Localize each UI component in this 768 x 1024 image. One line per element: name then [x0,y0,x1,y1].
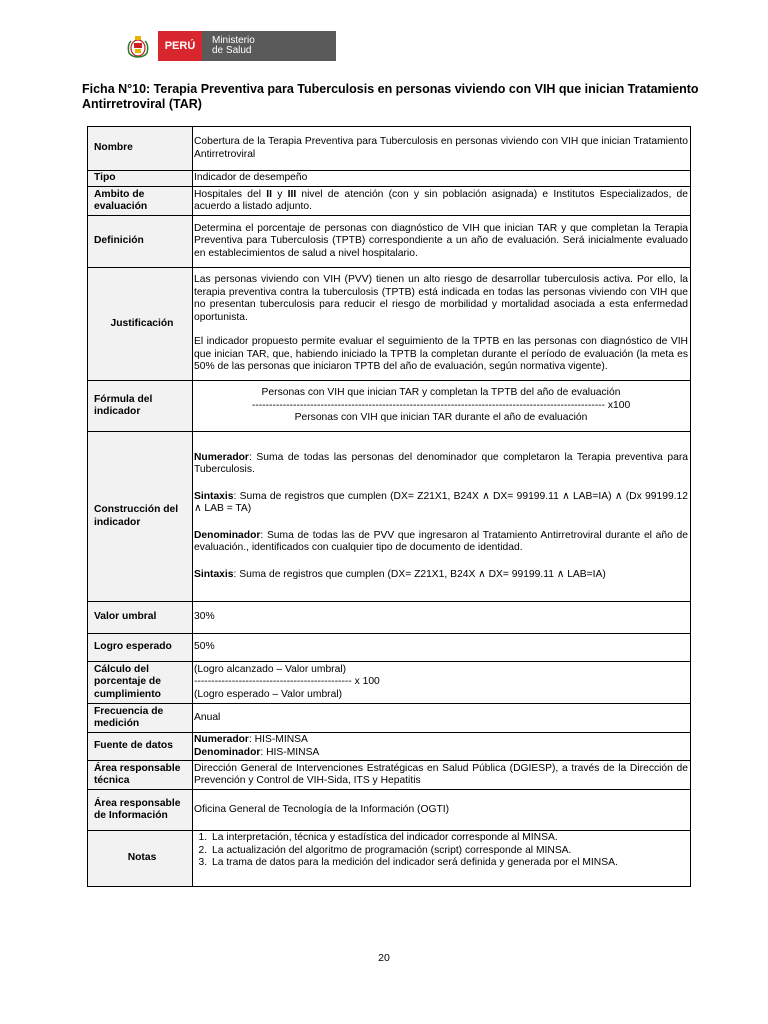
value-fuente [193,733,691,761]
construccion-numerador: Numerador: Suma de todas las personas del denominador que completaron la Terapia preventiva para Tuberculosis. [194,451,688,476]
value-tipo: Indicador de desempeño [193,171,691,187]
coat-of-arms-icon [118,31,158,61]
label-nombre: Nombre [88,127,193,171]
value-area-info: Oficina General de Tecnología de la Información (OGTI) [193,790,691,831]
row-justificacion [88,268,691,381]
row-area-info [88,790,691,831]
value-calculo [193,662,691,704]
nota-item-2: 2. La actualización del algoritmo de programación (script) corresponde al MINSA. [210,845,688,858]
construccion-sintaxis-1: Sintaxis: Suma de registros que cumplen (DX= Z21X1, B24X ∧ DX= 99199.11 ∧ LAB=IA) ∧ (Dx 99199.12 ∧ LAB = TA) [194,490,688,515]
indicator-table [87,126,691,887]
row-notas [88,831,691,887]
value-construccion [193,432,691,602]
label-area-info: Área responsable de Información [88,790,193,831]
construccion-denominador: Denominador: Suma de todas las de PVV que ingresaron al Tratamiento Antirretroviral durante el año de evaluación., identificados con cualquier tipo de documento de identidad. [194,529,688,554]
label-justificacion: Justificación [88,268,193,381]
row-fuente [88,733,691,761]
row-frecuencia [88,704,691,733]
value-formula [193,381,691,432]
label-calculo: Cálculo del porcentaje de cumplimiento [88,662,193,704]
row-ambito [88,187,691,216]
formula-numerator: Personas con VIH que inician TAR y completan la TPTB del año de evaluación [261,387,621,399]
label-umbral: Valor umbral [88,602,193,634]
value-notas [193,831,691,887]
label-notas: Notas [88,831,193,887]
value-definicion: Determina el porcentaje de personas con diagnóstico de VIH que inician TAR y que completan la Terapia Preventiva para Tuberculosis (TPTB) correspondiente a un año de evaluación. Será inicialmente evaluado en establecimientos de salud a nivel hospitalario. [193,216,691,268]
row-formula [88,381,691,432]
notas-list [194,832,688,870]
row-calculo [88,662,691,704]
value-logro: 50% [193,634,691,662]
value-nombre: Cobertura de la Terapia Preventiva para Tuberculosis en personas viviendo con VIH que inician Tratamiento Antirretroviral [193,127,691,171]
fuente-denominador: Denominador: HIS-MINSA [194,746,320,758]
formula-divider: ------------------------------------------------------------------------------------------------------- x100 [251,399,631,411]
formula-denominator: Personas con VIH que inician TAR durante el año de evaluación [294,412,588,424]
label-formula: Fórmula del indicador [88,381,193,432]
row-construccion [88,432,691,602]
calculo-line2: ---------------------------------------------- x 100 [194,676,380,688]
value-frecuencia: Anual [193,704,691,733]
nota-item-3: 3. La trama de datos para la medición del indicador será definida y generada por el MINSA. [210,857,688,870]
row-logro [88,634,691,662]
label-ambito: Ambito de evaluación [88,187,193,216]
label-construccion: Construcción del indicador [88,432,193,602]
row-tipo [88,171,691,187]
justificacion-p2: El indicador propuesto permite evaluar el seguimiento de la TPTB en las personas con diagnóstico de VIH que inician TAR, que, habiendo iniciado la TPTB la completan durante el período de evaluación (la meta es 50% de las personas que iniciaron TPTB del año de evaluación, según normativa vigente). [194,336,688,373]
value-justificacion [193,268,691,381]
value-area-tecnica: Dirección General de Intervenciones Estratégicas en Salud Pública (DGIESP), a través de la Dirección de Prevención y Control de VIH-Sida, ITS y Hepatitis [193,761,691,790]
label-area-tecnica: Área responsable técnica [88,761,193,790]
fuente-numerador: Numerador: HIS-MINSA [194,734,308,745]
ministry-line2: de Salud [212,45,252,56]
peru-label: PERÚ [158,31,202,61]
calculo-line1: (Logro alcanzado – Valor umbral) [194,663,347,675]
page-title: Ficha N°10: Terapia Preventiva para Tuberculosis en personas viviendo con VIH que inician Tratamiento Antirretroviral (TAR) [82,82,699,111]
row-umbral [88,602,691,634]
label-definicion: Definición [88,216,193,268]
value-umbral: 30% [193,602,691,634]
label-fuente: Fuente de datos [88,733,193,761]
construccion-sintaxis-2: Sintaxis: Suma de registros que cumplen (DX= Z21X1, B24X ∧ DX= 99199.11 ∧ LAB=IA) [194,568,606,580]
value-ambito: Hospitales del II y III nivel de atención (con y sin población asignada) e Institutos Especializados, de acuerdo a listado adjunto. [193,187,691,216]
label-logro: Logro esperado [88,634,193,662]
label-frecuencia: Frecuencia de medición [88,704,193,733]
row-nombre [88,127,691,171]
nota-item-1: 1. La interpretación, técnica y estadística del indicador corresponde al MINSA. [210,832,688,845]
ministry-label [202,31,336,61]
justificacion-p1: Las personas viviendo con VIH (PVV) tienen un alto riesgo de desarrollar tuberculosis activa. Por ello, la terapia preventiva contra la tuberculosis (TPTB) está indicada en todas las personas viviendo con VIH que no presentan tuberculosis para reducir el riesgo de morbilidad y mortalidad asociada a esta enfermedad oportunista. [194,274,688,323]
page-number: 20 [378,952,390,964]
calculo-line3: (Logro esperado – Valor umbral) [194,688,343,700]
ministry-line1: Ministerio [212,35,255,46]
row-definicion [88,216,691,268]
row-area-tecnica [88,761,691,790]
minsa-logo [118,31,336,61]
label-tipo: Tipo [88,171,193,187]
